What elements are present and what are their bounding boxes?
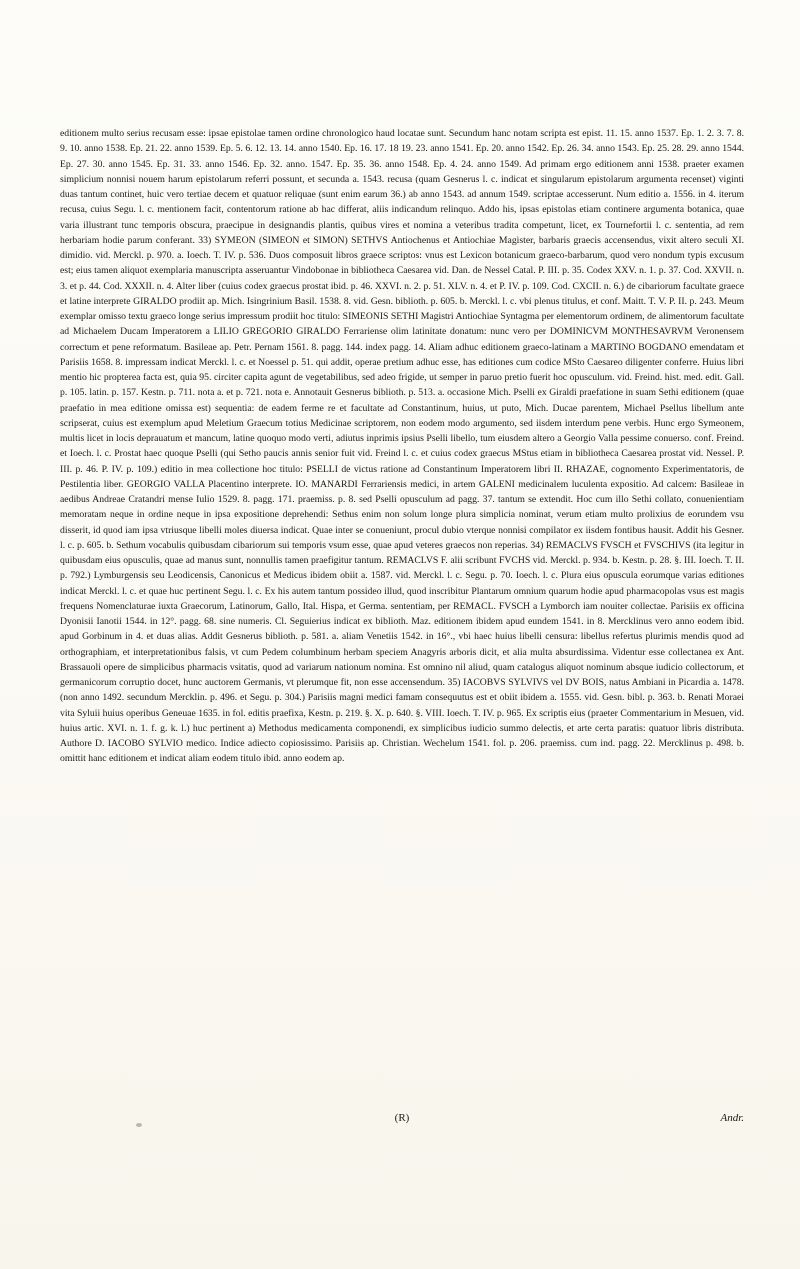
paragraph-text: editionem multo serius recusam esse: ipsae epistolae tamen ordine chronologico haud locatae sunt. Secundum hanc notam scripta est epist. 11. 15. anno 1537. Ep. 1. 2. 3. 7. 8. 9. 10. anno 1538. Ep. 21. 22. anno 1539. Ep. 5. 6. 12. 13. 14. anno 1540. Ep. 16. 17. 18 19. 23. anno 1541. Ep. 20. anno 1542. Ep. 26. 34. anno 1543. Ep. 25. 28. 29. anno 1544. Ep. 27. 30. anno 1545. Ep. 31. 33. anno 1546. Ep. 32. anno. 1547. Ep. 35. 36. anno 1548. Ep. 4. 24. anno 1549. Ad primam ergo editionem anni 1538. praeter examen simplicium nonnisi nouem harum epistolarum referri possunt, et secunda a. 1543. recusa (quam Gesnerus l. c. indicat et singularum epistolarum argumenta recenset) viginti duas tantum continet, huic vero tertiae decem et quatuor reliquae (sunt enim earum 36.) ab anno 1543. ad annum 1549. scriptae accesserunt. Num editio a. 1556. in 4. iterum recusa, cuius Segu. l. c. mentionem facit, contentorum ratione ab hac differat, aliis indicandum relinquo. Addo his, ipsas epistolas etiam continere argumenta botanica, quae varia illustrant tunc temporis obscura, praecipue in designandis plantis, quibus vires et nomina a veteribus tradita competunt, licet, ex Tournefortii l. c. sententia, ad rem herbariam hodie parum conferant. 33) SYMEON (SIMEON et SIMON) SETHVS Antiochenus et Antiochiae Magister, barbaris graecis accensendus, vixit altero seculi XI. dimidio. vid. Merckl. p. 970. a. Ioech. T. IV. p. 536. Duos composuit libros graece scriptos: vnus est Lexicon botanicum graeco-barbarum, quod vero nondum typis excusum est; eius tamen aliquot exemplaria manuscripta asseruantur Vindobonae in bibliotheca Caesarea vid. Dan. de Nessel Catal. P. III. p. 35. Codex XXV. n. 1. p. 37. Cod. XXVII. n. 3. et p. 44. Cod. XXXII. n. 4. Alter liber (cuius codex graecus prostat ibid. p. 46. XXVI. n. 2. p. 51. XLV. n. 4. et P. IV. p. 109. Cod. CXCII. n. 6.) de cibariorum facultate graece et latine interprete GIRALDO prodiit ap. Mich. Isingrinium Basil. 1538. 8. vid. Gesn. biblioth. p. 605. b. Merckl. l. c. vbi plenus titulus, et conf. Maitt. T. V. P. II. p. 243. Meum exemplar omisso textu graeco longe serius impressum prodiit hoc titulo: SIMEONIS SETHI Magistri Antiochiae Syntagma per elementorum ordinem, de alimentorum facultate ad Michaelem Ducam Imperatorem a LILIO GREGORIO GIRALDO Ferrariense olim latinitate donatum: nunc vero per DOMINICVM MONTHESAVRVM Veronensem correctum et pene reformatum. Basileae ap. Petr. Pernam 1561. 8. pagg. 144. index pagg. 14. Aliam adhuc editionem graeco-latinam a MARTINO BOGDANO emendatam et Parisiis 1658. 8. impressam indicat Merckl. l. c. et Noessel p. 51. qui addit, operae pretium adhuc esse, has editiones cum codice MSto Caesareo diligenter conferre. Huius libri mentio hic propterea facta est, quia 95. circiter capita agunt de vegetabilibus, sed adeo frigide, ut semper in paruo pretio fuerit hoc opusculum. vid. Freind. hist. med. edit. Gall. p. 105. latin. p. 157. Kestn. p. 711. nota a. et p. 721. nota e. Annotauit Gesnerus biblioth. p. 513. a. occasione Mich. Pselli ex Giraldi praefatione in suam Sethi editionem (quae praefatio in mea editione omissa est) sequentia: de eadem ferme re et facultate ad Constantinum, huius, ut puto, Mich. Ducae parentem, Michael Psellus libellum ante scripserat, cuius est exemplum apud Meletium Graecum totius Medicinae scriptorem, non eodem modo argumento, sed iisdem interdum pene verbis. Hunc ergo Symeonem, multis licet in locis deprauatum et mancum, latine quoquo modo verti, adiutus inprimis ipsius Pselli libello, tum eiusdem altero a Georgio Valla pessime conuerso. conf. Freind. et Ioech. l. c. Prostat haec quoque Pselli (qui Setho paucis annis senior fuit vid. Freind l. c. et cuius codex graecus MStus etiam in bibliotheca Caesarea prostat vid. Nessel. P. III. p. 46. P. IV. p. 109.) editio in mea collectione hoc titulo: PSELLI de victus ratione ad Constantinum Imperatorem libri II. RHAZAE, cognomento Experimentatoris, de Pestilentia liber. GEORGIO VALLA Placentino interprete. IO. MANARDI Ferrariensis medici, in artem GALENI medicinalem luculenta expositio. Ad calcem: Basileae in aedibus Andreae Cratandri mense Iulio 1529. 8. pagg. 171. praemiss. p. 8. sed Pselli opusculum ad pagg. 37. tantum se extendit. Hoc cum illo Sethi collato, conuenientiam memoratam neque in ordine neque in ipsa expositione deprehendi: Sethus enim non solum longe plura simplicia nominat, verum etiam multo prolixius de eorundem vsu disserit, id quod iam ipsa vtriusque libelli moles diuersa indicat. Quae inter se conueniunt, procul dubio vterque nonnisi compilator ex iisdem fontibus hausit. Addit his Gesner. l. c. p. 605. b. Sethum vocabulis quibusdam cibariorum sui temporis vsum esse, quae apud veteres graecos non reperias. 34) REMACLVS FVSCH et FVSCHIVS (ita legitur in quibusdam eius opusculis, quae ad manus sunt, nonnullis tamen praefigitur tantum. REMACLVS F. alii scribunt FVCHS vid. Merckl. p. 934. b. Kestn. p. 28. §. III. Ioech. T. II. p. 792.) Lymburgensis seu Leodicensis, Canonicus et Medicus ibidem obiit a. 1587. vid. Merckl. l. c. Segu. p. 70. Ioech. l. c. Plura eius opuscula eorumque varias editiones indicat Merckl. l. c. et quae huc pertinent Segu. l. c. Ex his autem tantum possideo illud, quod inscribitur Plantarum omnium quarum hodie apud pharmacopolas vsus est magis frequens Nomenclaturae iuxta Graecorum, Latinorum, Gallo, Ital. Hispa, et Germa. sententiam, per REMACL. FVSCH a Lymborch iam nouiter collectae. Parisiis ex officina Dyonisii Ianotii 1544. in 12°. pagg. 68. sine numeris. Cl. Seguierius indicat ex biblioth. Maz. editionem ibidem apud eundem 1541. in 8. Mercklinus vero anno eodem ibid. apud Gorbinum in 4. et duas alias. Addit Gesnerus biblioth. p. 581. a. aliam Venetiis 1542. in 16°., vbi haec huius libelli censura: libellus refertus plurimis mendis quod ad orthographiam, et interpretationibus falsis, vt cum Pedem columbinum herbam speciem Anagyris arboris dicit, et alia multa absurdissima. Videntur esse collectanea ex Ant. Brassauoli opere de simplicibus pharmacis vsitatis, quod ad variarum nationum nomina. Est omnino nil aliud, quam catalogus aliquot nominum absque iudicio collectorum, et germanicorum corruptio docet, hunc auctorem Germanis, vt plerumque fit, non esse accensendum. 35) IACOBVS SYLVIVS vel DV BOIS, natus Ambiani in Picardia a. 1478. (non anno 1492. secundum Mercklin. p. 496. et Segu. p. 304.) Parisiis magni medici famam consequutus est et obiit ibidem a. 1555. vid. Gesn. bibl. p. 363. b. Renati Moraei vita Syluii huius operibus Geneuae 1635. in fol. editis praefixa, Kestn. p. 219. §. X. p. 640. §. VIII. Ioech. T. IV. p. 965. Ex scriptis eius (praeter Commentarium in Mesuen, vid. huius artic. XVI. n. 1. f. g. k. l.) huc pertinent a) Methodus medicamenta componendi, ex simplicibus iudicio summo delectis, et arte certa paratis: quatuor libris distributa. Authore D. IACOBO SYLVIO medico. Indice adiecto copiosissimo. Parisiis ap. Christian. Wechelum 1541. fol. p. 206. praemiss. cum ind. pagg. 22. Mercklinus p. 498. b. omittit hanc editionem et indicat aliam eodem titulo ibid. anno eodem ap. xyxy=(60,128,744,765)
catchword: Andr. xyxy=(720,1112,744,1124)
signature-mark: (R) xyxy=(394,1112,410,1124)
page-body-text xyxy=(60,126,744,767)
page-footer xyxy=(60,1112,744,1130)
ink-smudge-mark xyxy=(136,1123,142,1127)
